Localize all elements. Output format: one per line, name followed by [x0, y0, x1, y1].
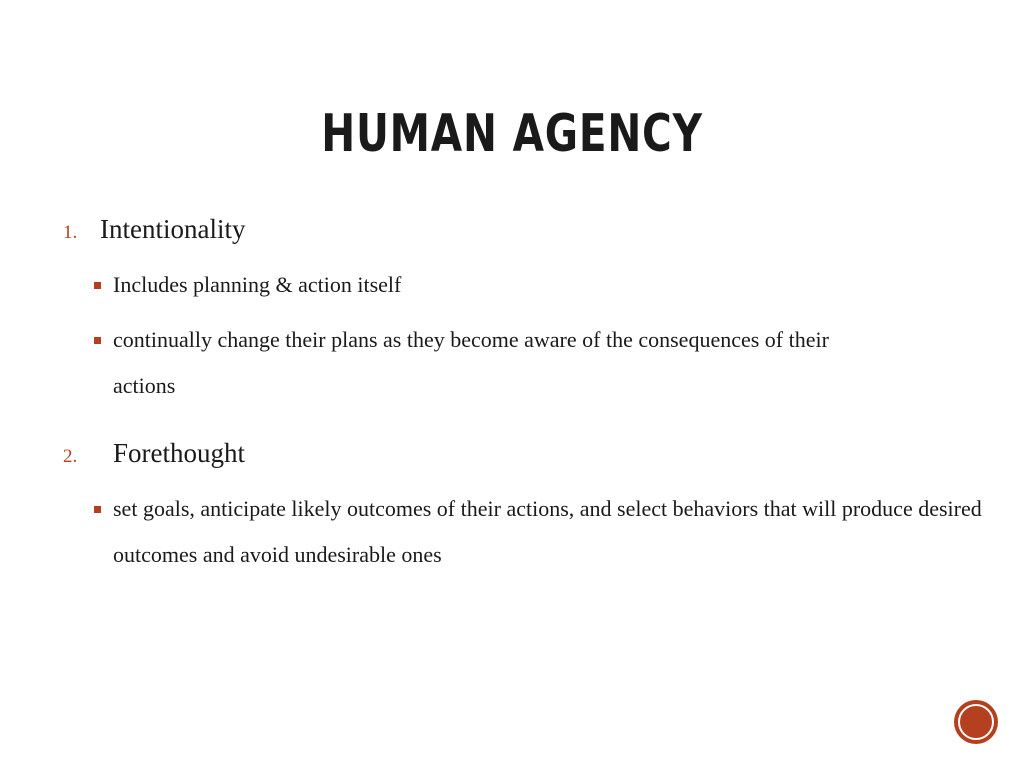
list-item-label: Forethought: [113, 438, 245, 468]
square-bullet-icon: [94, 282, 101, 289]
list-number: 2.: [63, 446, 78, 467]
bullet-item: [94, 486, 993, 578]
square-bullet-icon: [94, 506, 101, 513]
bullet-item: [94, 317, 833, 409]
nav-button-ring: [958, 704, 994, 740]
bullet-text: Includes planning & action itself: [113, 272, 402, 297]
list-number: 1.: [63, 222, 78, 243]
square-bullet-icon: [94, 337, 101, 344]
slide-title: HUMAN AGENCY: [321, 104, 703, 164]
list-item-intentionality: [63, 214, 245, 245]
bullet-item: [94, 262, 993, 308]
bullet-text: continually change their plans as they become aware of the consequences of their actions: [113, 327, 829, 398]
list-item-forethought: [63, 438, 245, 469]
bullet-text: set goals, anticipate likely outcomes of their actions, and select behaviors that will produce desired outcomes and avoid undesirable ones: [113, 496, 982, 567]
circle-nav-icon[interactable]: [954, 700, 998, 744]
list-item-label: Intentionality: [100, 214, 246, 244]
